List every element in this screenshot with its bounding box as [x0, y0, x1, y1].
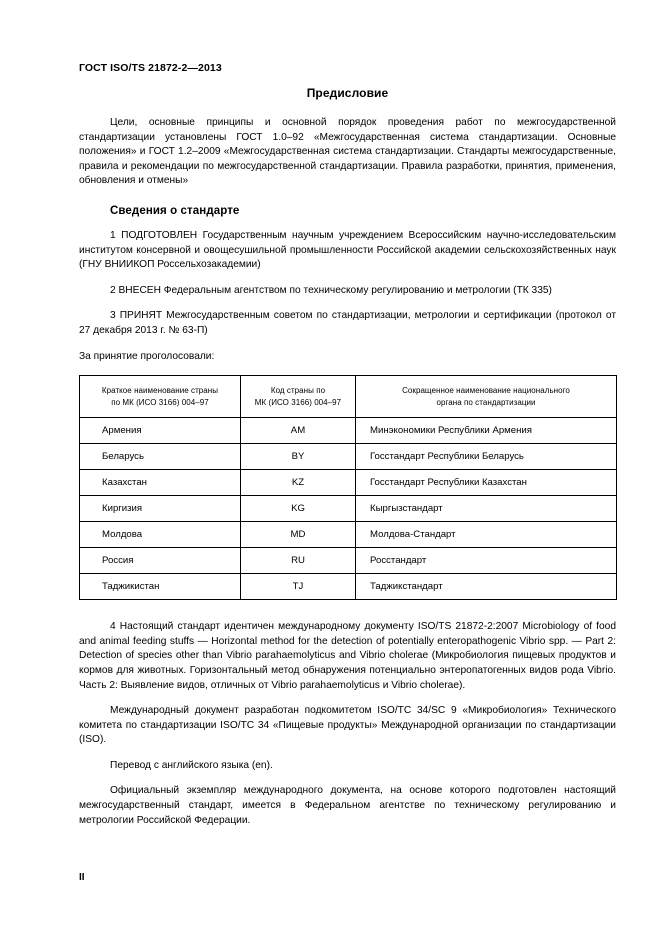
cell-country: Молдова [80, 522, 241, 548]
cell-body: Таджикстандарт [356, 574, 617, 600]
cell-body: Кыргызстандарт [356, 496, 617, 522]
cell-country: Беларусь [80, 444, 241, 470]
column-header-body [356, 376, 617, 418]
table-row [80, 496, 617, 522]
page-title: Предисловие [306, 86, 389, 100]
cell-code: RU [241, 548, 356, 574]
running-header: ГОСТ ISO/TS 21872-2—2013 [79, 62, 222, 74]
table-row [80, 574, 617, 600]
column-header-body-line2: органа по стандартизации [436, 397, 536, 407]
foreword-intro-paragraph: Цели, основные принципы и основной порядок проведения работ по межгосударственной стандартизации установлены ГОСТ 1.0–92 «Межгосударственная система стандартизации. Основные положения» и ГОСТ 1.2–2009 «Межгосударственная система стандартизации. Стандарты межгосударственные, правила и рекомендации по межгосударственной стандартизации. Правила разработки, принятия, применения, обновления и отмены» [79, 117, 616, 187]
column-header-country-line2: по МК (ИСО 3166) 004–97 [111, 397, 209, 407]
table-row [80, 522, 617, 548]
cell-code: KZ [241, 470, 356, 496]
table-row [80, 444, 617, 470]
committee-paragraph: Международный документ разработан подкомитетом ISO/TC 34/SC 9 «Микробиология» Технического комитета по стандартизации ISO/TC 34 «Пищевые продукты» Международной организации по стандартизации (ISO). [79, 705, 616, 746]
cell-code: KG [241, 496, 356, 522]
cell-body: Росстандарт [356, 548, 617, 574]
standard-info-item-4: 4 Настоящий стандарт идентичен международному документу ISO/TS 21872-2:2007 Microbiology of food and animal feeding stuffs — Horizontal method for the detection of potentially enteropathogenic Vibrio spp. — Part 2: Detection of species other than Vibrio parahaemolyticus and Vibrio cholerae (Микробиология пищевых продуктов и кормов для животных. Горизонтальный метод обнаружения потенциально энтеропатогенных видов рода Vibrio. Часть 2: Выявление видов, отличных от Vibrio parahaemolyticus и Vibrio cholerae). [79, 621, 616, 691]
official-copy-paragraph: Официальный экземпляр международного документа, на основе которого подготовлен настоящий межгосударственный стандарт, имеется в Федеральном агентстве по техническому регулированию и метрологии Российской Федерации. [79, 785, 616, 826]
standard-info-item-1: 1 ПОДГОТОВЛЕН Государственным научным учреждением Всероссийским научно-исследовательским институтом консервной и овощесушильной промышленности Российской академии сельскохозяйственных наук (ГНУ ВНИИКОП Россельхозакадемии) [79, 229, 616, 271]
table-row [80, 470, 617, 496]
cell-body: Минэкономики Республики Армения [356, 418, 617, 444]
column-header-code [241, 376, 356, 418]
translation-paragraph: Перевод с английского языка (en). [110, 759, 273, 771]
column-header-code-line2: МК (ИСО 3166) 004–97 [254, 397, 342, 407]
table-header-row [80, 376, 617, 418]
standard-info-item-3: 3 ПРИНЯТ Межгосударственным советом по стандартизации, метрологии и сертификации (протокол от 27 декабря 2013 г. № 63-П) [79, 310, 616, 336]
cell-code: AM [241, 418, 356, 444]
table-body [80, 418, 617, 600]
cell-country: Киргизия [80, 496, 241, 522]
vote-intro-text: За принятие проголосовали: [79, 350, 215, 362]
cell-code: TJ [241, 574, 356, 600]
cell-body: Госстандарт Республики Казахстан [356, 470, 617, 496]
column-header-country-line1: Краткое наименование страны [101, 386, 219, 396]
table-header [80, 376, 617, 418]
standard-info-title: Сведения о стандарте [110, 204, 240, 217]
vote-table [79, 375, 617, 600]
cell-code: MD [241, 522, 356, 548]
page-number: II [79, 872, 85, 883]
column-header-country [80, 376, 241, 418]
column-header-body-line1: Сокращенное наименование национального [402, 386, 570, 396]
page-content [79, 86, 616, 839]
table-row [80, 418, 617, 444]
cell-body: Молдова-Стандарт [356, 522, 617, 548]
cell-country: Казахстан [80, 470, 241, 496]
cell-code: BY [241, 444, 356, 470]
cell-body: Госстандарт Республики Беларусь [356, 444, 617, 470]
standard-info-item-2: 2 ВНЕСЕН Федеральным агентством по техническому регулированию и метрологии (ТК 335) [110, 284, 552, 296]
cell-country: Таджикистан [80, 574, 241, 600]
column-header-code-line1: Код страны по [270, 386, 326, 396]
cell-country: Россия [80, 548, 241, 574]
cell-country: Армения [80, 418, 241, 444]
table-row [80, 548, 617, 574]
